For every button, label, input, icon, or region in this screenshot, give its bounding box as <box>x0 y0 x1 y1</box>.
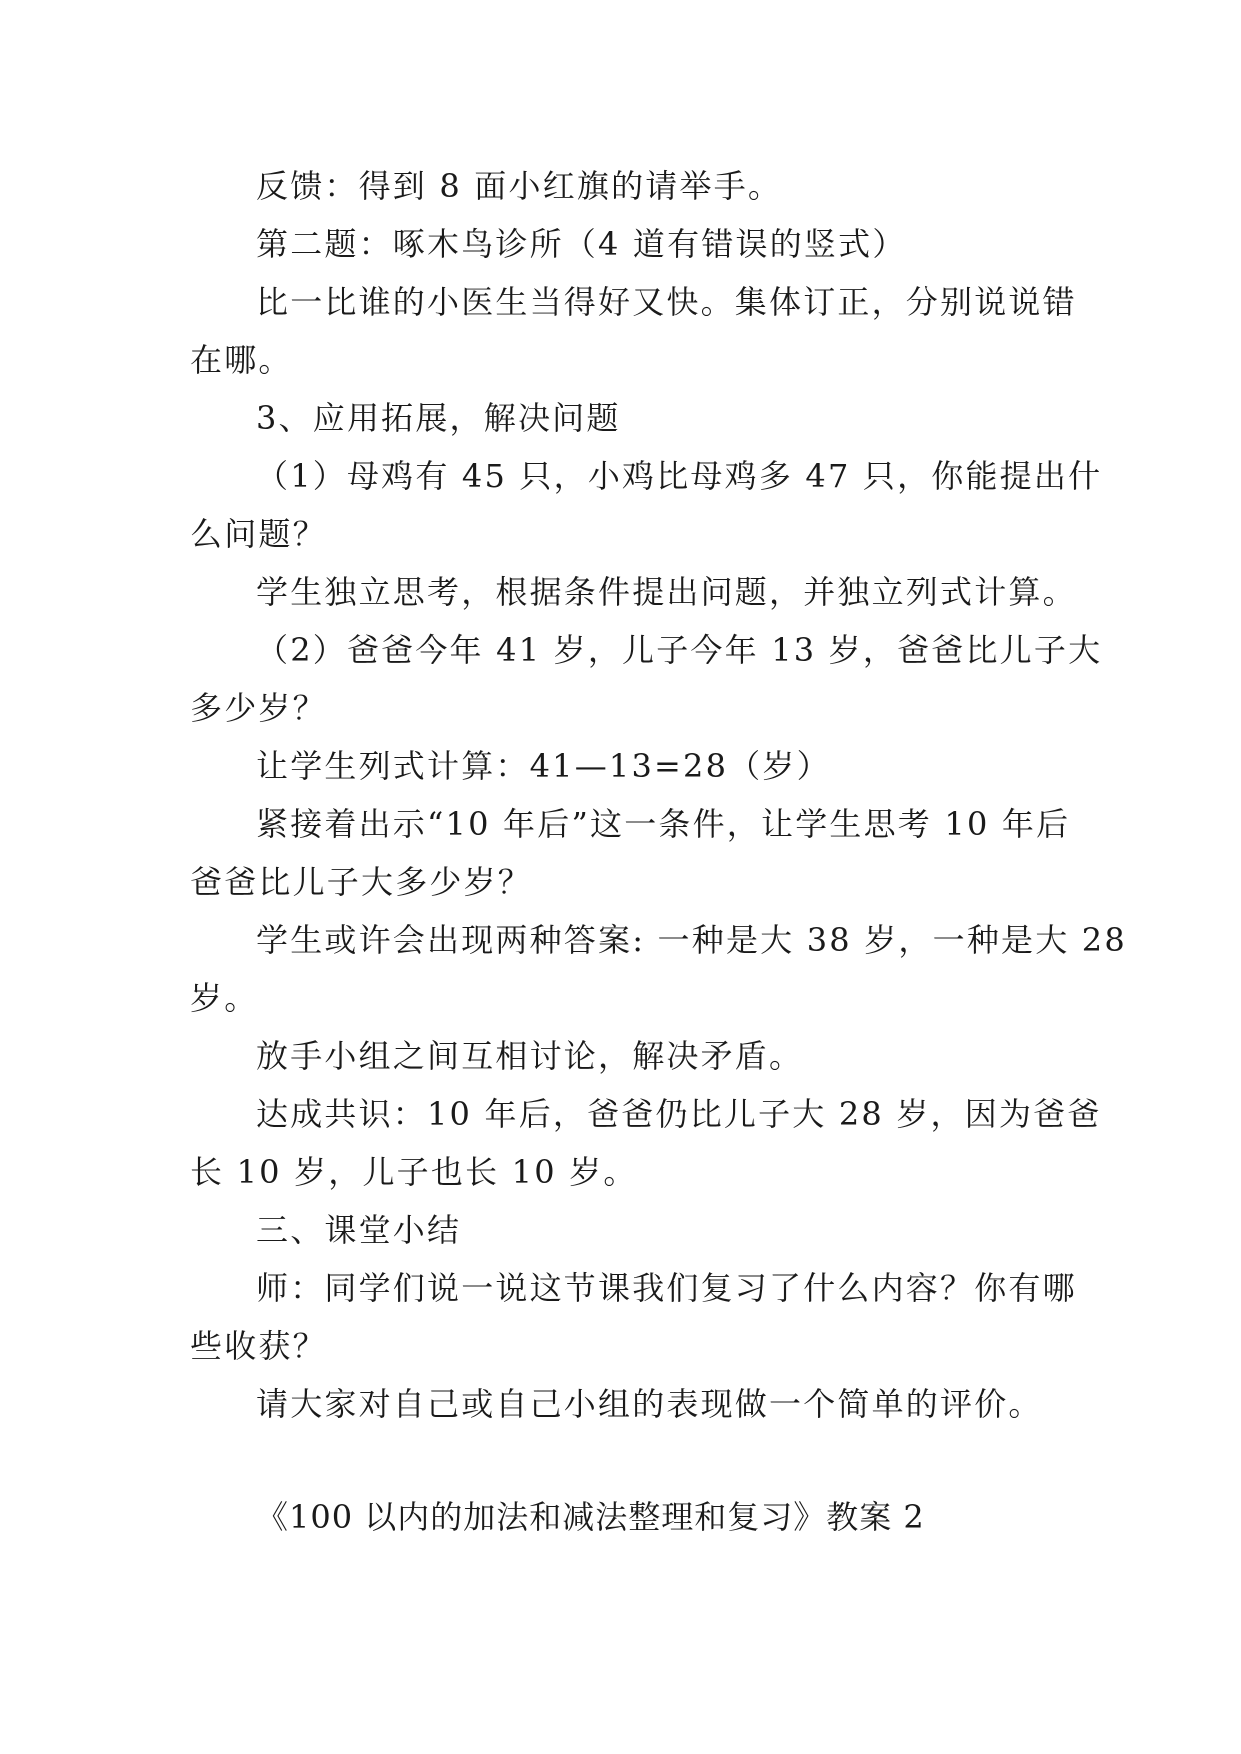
paragraph-line: 爸爸比儿子大多少岁？ <box>190 863 533 901</box>
paragraph-line: 紧接着出示“10 年后”这一条件，让学生思考 10 年后 <box>256 805 1071 843</box>
paragraph-line: 岁。 <box>190 979 259 1017</box>
paragraph-line: 多少岁？ <box>190 689 327 727</box>
paragraph-line: 请大家对自己或自己小组的表现做一个简单的评价。 <box>256 1385 1043 1423</box>
paragraph-line: 让学生列式计算：41—13=28（岁） <box>256 747 831 785</box>
paragraph-line: （2）爸爸今年 41 岁，儿子今年 13 岁，爸爸比儿子大 <box>256 631 1103 669</box>
paragraph-line: 比一比谁的小医生当得好又快。集体订正，分别说说错 <box>256 283 1077 321</box>
section-heading: 3、应用拓展，解决问题 <box>256 399 621 437</box>
paragraph-line: 在哪。 <box>190 341 293 379</box>
next-section-title: 《100 以内的加法和减法整理和复习》教案 2 <box>256 1498 925 1536</box>
paragraph-line: 放手小组之间互相讨论，解决矛盾。 <box>256 1037 804 1075</box>
paragraph-line: 达成共识：10 年后，爸爸仍比儿子大 28 岁，因为爸爸 <box>256 1095 1102 1133</box>
paragraph-line: 些收获？ <box>190 1327 327 1365</box>
section-heading: 三、课堂小结 <box>256 1211 462 1249</box>
paragraph-line: 学生独立思考，根据条件提出问题，并独立列式计算。 <box>256 573 1077 611</box>
paragraph-line: （1）母鸡有 45 只，小鸡比母鸡多 47 只，你能提出什 <box>256 457 1103 495</box>
paragraph-line: 学生或许会出现两种答案: 一种是大 38 岁，一种是大 28 <box>256 921 1127 959</box>
paragraph-line: 师：同学们说一说这节课我们复习了什么内容？你有哪 <box>256 1269 1077 1307</box>
paragraph-line: 反馈：得到 8 面小红旗的请举手。 <box>256 167 783 205</box>
paragraph-line: 第二题：啄木鸟诊所（4 道有错误的竖式） <box>256 225 907 263</box>
paragraph-line: 么问题？ <box>190 515 327 553</box>
paragraph-line: 长 10 岁，儿子也长 10 岁。 <box>190 1153 638 1191</box>
